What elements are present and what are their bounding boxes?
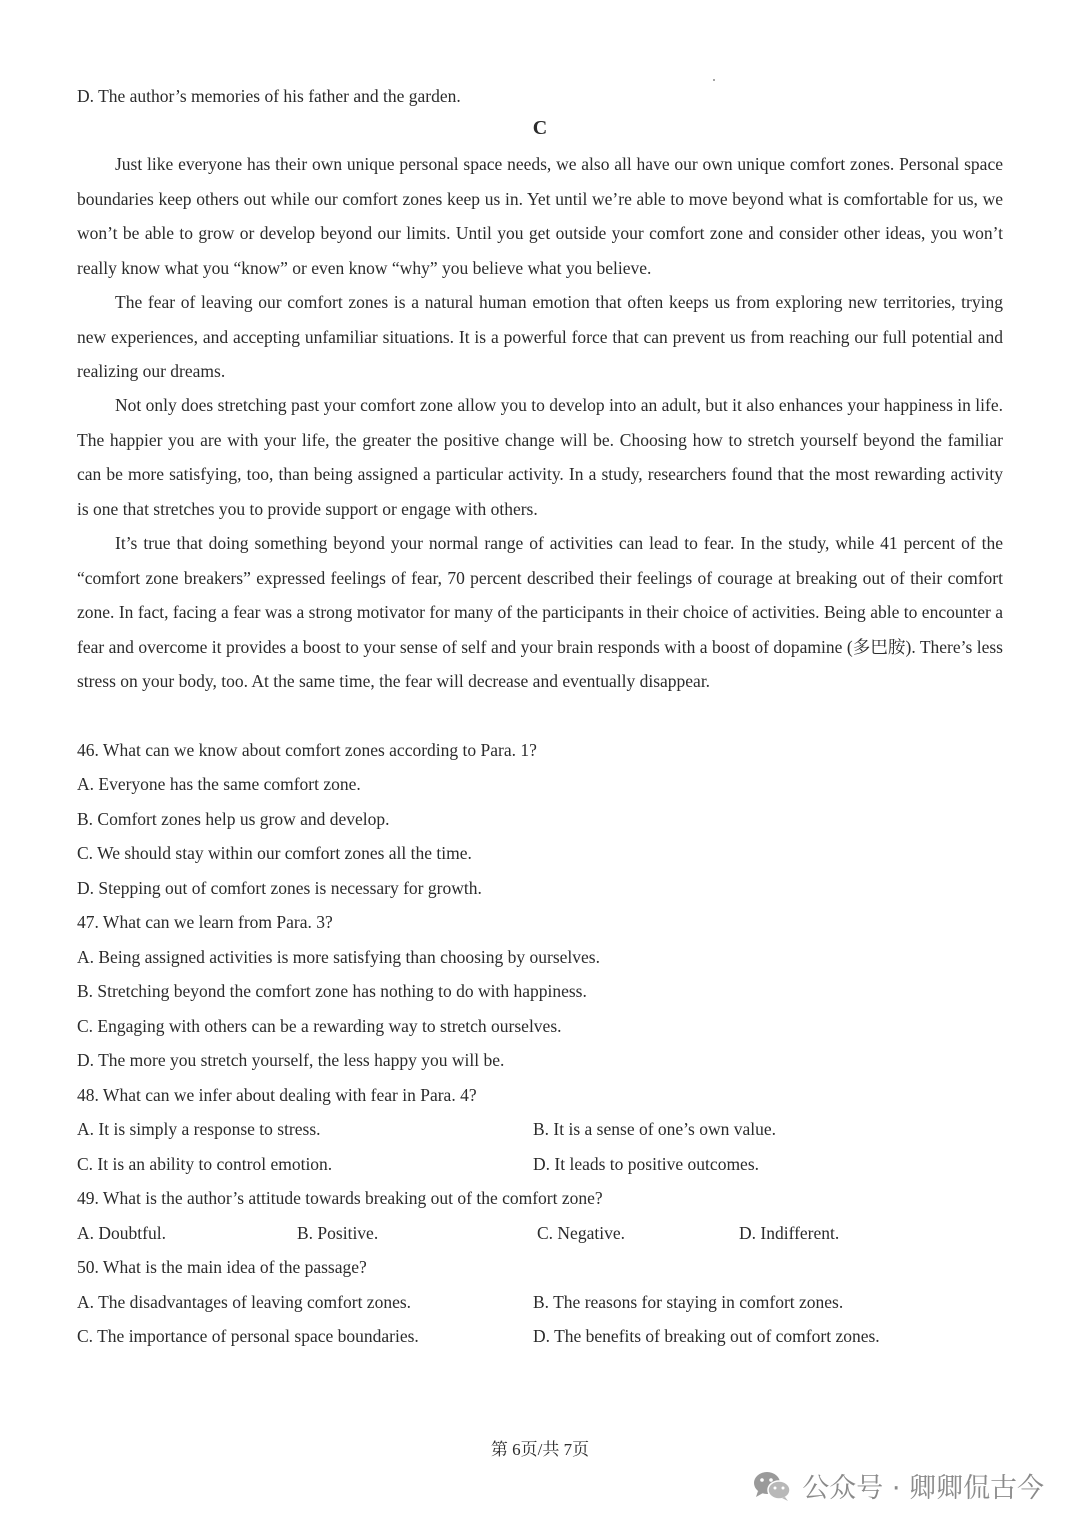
question-49-stem: 49. What is the author’s attitude towards breaking out of the comfort zone?: [77, 1188, 603, 1208]
question-48-option-d[interactable]: D. It leads to positive outcomes.: [533, 1154, 760, 1174]
question-46-stem: 46. What can we know about comfort zones according to Para. 1?: [77, 740, 537, 760]
question-50-option-c[interactable]: C. The importance of personal space boundaries.: [77, 1326, 419, 1346]
watermark: [752, 1466, 1044, 1505]
question-49-option-c[interactable]: C. Negative.: [537, 1223, 625, 1243]
question-47-option-c[interactable]: C. Engaging with others can be a rewarding way to stretch ourselves.: [77, 1016, 562, 1036]
passage-paragraph-1: Just like everyone has their own unique personal space needs, we also all have our own unique comfort zones. Personal space boundaries keep others out while our comfort zones keep us in. Yet until we’re able to move beyond what is comfortable for us, we won’t be able to grow or develop beyond our limits. Until you get outside your comfort zone and consider other ideas, you won’t really know what you “know” or even know “why” you believe what you believe.: [77, 154, 1003, 278]
previous-option-d: D. The author’s memories of his father and the garden.: [77, 86, 461, 106]
question-50-option-b[interactable]: B. The reasons for staying in comfort zones.: [533, 1292, 844, 1312]
question-47-option-b[interactable]: B. Stretching beyond the comfort zone has nothing to do with happiness.: [77, 981, 587, 1001]
question-49-option-b[interactable]: B. Positive.: [297, 1223, 379, 1243]
question-47-option-a[interactable]: A. Being assigned activities is more satisfying than choosing by ourselves.: [77, 947, 600, 967]
watermark-text: 公众号 · 卿卿侃古今: [802, 1473, 1044, 1504]
question-50-option-d[interactable]: D. The benefits of breaking out of comfort zones.: [533, 1326, 880, 1346]
question-46-option-b[interactable]: B. Comfort zones help us grow and develop.: [77, 809, 390, 829]
question-46-option-d[interactable]: D. Stepping out of comfort zones is necessary for growth.: [77, 878, 482, 898]
passage-paragraph-3: Not only does stretching past your comfort zone allow you to develop into an adult, but it also enhances your happiness in life. The happier you are with your life, the greater the positive change will be. Choosing how to stretch yourself beyond the familiar can be more satisfying, too, than being assigned a particular activity. In a study, researchers found that the most rewarding activity is one that stretches you to provide support or engage with others.: [77, 395, 1003, 519]
passage-paragraph-4: It’s true that doing something beyond your normal range of activities can lead to fear. In the study, while 41 percent of the “comfort zone breakers” expressed feelings of fear, 70 percent described their feelings of courage at breaking out of their comfort zone. In fact, facing a fear was a strong motivator for many of the participants in their choice of activities. Being able to encounter a fear and overcome it provides a boost to your sense of self and your brain responds with a boost of dopamine (多巴胺). There’s less stress on your body, too. At the same time, the fear will decrease and eventually disappear.: [77, 533, 1003, 691]
question-46-option-c[interactable]: C. We should stay within our comfort zones all the time.: [77, 843, 472, 863]
passage-paragraph-2: The fear of leaving our comfort zones is a natural human emotion that often keeps us from exploring new territories, trying new experiences, and accepting unfamiliar situations. It is a powerful force that can prevent us from reaching our full potential and realizing our dreams.: [77, 292, 1003, 381]
wechat-icon: [752, 1470, 792, 1502]
question-47-stem: 47. What can we learn from Para. 3?: [77, 912, 333, 932]
question-48-option-c[interactable]: C. It is an ability to control emotion.: [77, 1154, 333, 1174]
question-49-option-a[interactable]: A. Doubtful.: [77, 1223, 166, 1243]
question-47-option-d[interactable]: D. The more you stretch yourself, the less happy you will be.: [77, 1050, 505, 1070]
question-50-option-a[interactable]: A. The disadvantages of leaving comfort zones.: [77, 1292, 412, 1312]
question-48-option-a[interactable]: A. It is simply a response to stress.: [77, 1119, 321, 1139]
question-48-option-b[interactable]: B. It is a sense of one’s own value.: [533, 1119, 777, 1139]
question-48-stem: 48. What can we infer about dealing with fear in Para. 4?: [77, 1085, 477, 1105]
question-50-stem: 50. What is the main idea of the passage?: [77, 1257, 367, 1277]
question-46-option-a[interactable]: A. Everyone has the same comfort zone.: [77, 774, 361, 794]
page-number-footer: 第 6页/共 7页: [490, 1440, 590, 1459]
section-letter: C: [532, 117, 548, 139]
scan-speck: [713, 79, 715, 81]
question-49-option-d[interactable]: D. Indifferent.: [739, 1223, 840, 1243]
